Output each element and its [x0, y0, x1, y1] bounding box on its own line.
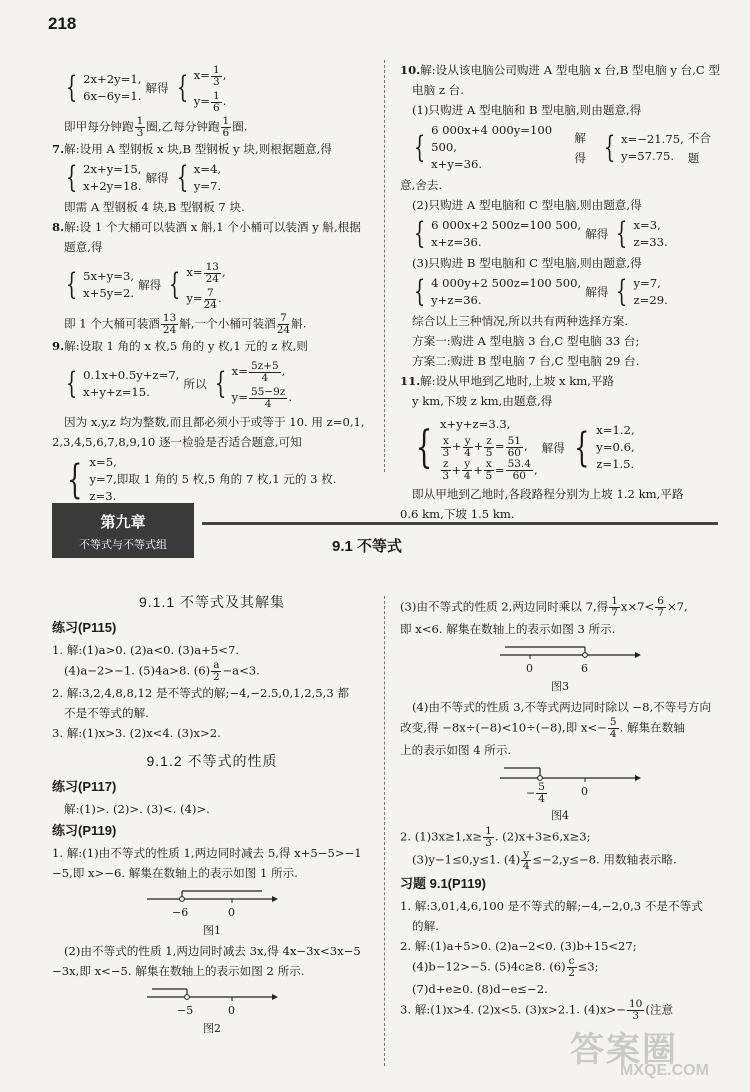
exercise-heading-p119: 练习(P119)	[52, 823, 117, 838]
question-7: 7.解:设用 A 型钢板 x 块,B 型钢板 y 块,则根据题意,得	[52, 142, 332, 156]
answer-7: 即需 A 型钢板 4 块,B 型钢板 7 块.	[64, 200, 245, 214]
page-number: 218	[48, 14, 77, 33]
bottom-right-column: (3)由不等式的性质 2,两边同时乘以 7,得 $\frac{1}{7}$ x×7< $\frac{6}{7}$ ×7, 即 x<6. 解集在数轴上的表示如图 3 所示. 0 6 图3 (4)由不等式的性质 3,不等式两边同时除以 −8,不等号方向 改变,得 −8x÷(−8)<10÷(−8),即 x<− $\frac{5}{4}$ . 解集在数轴 上的表示如图 4 所示. − $\frac{5}{4}$ 0 图4 2. (1)3x≥1,x≥ $\frac{1}{3}$ . (2)x+3≥6,x≥3; (3)y−1≤0,y≤1. (4) $\frac{y}{4}$ ≤−2,y≤−8. 用数轴表示略. 习题 9.1(P119) 1. 解:3,01,4,6,100 是不等式的解;−4,−2,0,3 不是不等式 的解. 2. 解:(1)a+5>0. (2)a−2<0. (3)b+15<27; (4)b−12>−5. (5)4c≥8. (6) $\frac{c}{2}$ ≤3; (7)d+e≥0. (8)d−e≤−2. 3. 解:(1)x>4. (2)x<5. (3)x>2.1. (4)x>− $\frac{10}{3}$ (注意	[400, 596, 720, 1022]
chapter-banner	[52, 503, 718, 558]
banner-rule	[202, 522, 718, 525]
bottom-left-column: 9.1.1 不等式及其解集 练习(P115) 1. 解:(1)a>0. (2)a<0. (3)a+5<7. (4)a−2>−1. (5)4a>8. (6) $\frac{a}{2}$ −a<3. 2. 解:3,2,4,8,8,12 是不等式的解;−4,−2.5,0,1,2,5,3 都 不是不等式的解. 3. 解:(1)x>3. (2)x<4. (3)x>2. 9.1.2 不等式的性质 练习(P117) 解:(1)>. (2)>. (3)<. (4)>. 练习(P119) 1. 解:(1)由不等式的性质 1,两边同时减去 5,得 x+5−5>−1 −5,即 x>−6. 解集在数轴上的表示如图 1 所示. −6 0 图1 (2)由不等式的性质 1,两边同时减去 3x,得 4x−3x<3x−5 −3x,即 x<−5. 解集在数轴上的表示如图 2 所示. −5 0 图2	[52, 590, 372, 1039]
equation-system-7: { 2x+y=15, x+2y=18. 解得 { x=4, y=7.	[65, 160, 222, 195]
site-watermark: 答案圈 MXQE.COM	[570, 1031, 709, 1079]
exercise-heading-p117: 练习(P117)	[52, 779, 117, 794]
equation-system-10b: { 6 000x+2 500z=100 500, x+z=36. 解得 { x=3, z=33.	[413, 216, 668, 251]
question-10: 10.解:设从该电脑公司购进 A 型电脑 x 台,B 型电脑 y 台,C 型	[400, 63, 721, 77]
number-line-figure-2: −5 0	[52, 985, 372, 1019]
column-divider-top	[384, 60, 385, 472]
equation-system-9: { 0.1x+0.5y+z=7, x+y+z=15. 所以 { x= $\frac{5z+5}{4}$ , y= $\frac{55-9z}{4}$ .	[65, 359, 292, 410]
subsection-title-911: 9.1.1 不等式及其解集	[138, 594, 286, 610]
subsection-title-912: 9.1.2 不等式的性质	[146, 753, 278, 769]
top-right-column: 10.解:设从该电脑公司购进 A 型电脑 x 台,B 型电脑 y 台,C 型 电脑 z 台. (1)只购进 A 型电脑和 B 型电脑,则由题意,得 { 6 000x+4 000y=100 500, x+y=36. 解得 { x=−21.75, y=57.75. 不合题 意,舍去. (2)只购进 A 型电脑和 C 型电脑,则由题意,得 { 6 000x+2 500z=100 500, x+z=36. 解得 { x=3, z=33. (3)只购进 B 型电脑和 C 型电脑,则由题意,得 { 4 000y+2 500z=100 500, y+z=36. 解得 { y=7, z=29. 综合以上三种情况,所以共有两种选择方案. 方案一:购进 A 型电脑 3 台,C 型电脑 33 台; 方案二:购进 B 型电脑 7 台,C 型电脑 29 台. 11.解:设从甲地到乙地时,上坡 x km,平路 y km,下坡 z km,由题意,得 { x+y+z=3.3, $\frac{x}{3}$ + $\frac{y}{4}$ + $\frac{z}{5}$ = $\frac{51}{60}$ , $\frac{z}{3}$ + $\frac{y}{4}$ + $\frac{x}{5}$ = $\frac{53.4}{60}$ , 解得 { x=1.2, y=0.6, z=1.5. 即从甲地到乙地时,各段路程分别为上坡 1.2 km,平路 0.6 km,下坡 1.5 km.	[400, 60, 720, 524]
chapter-label: 第九章 不等式与不等式组	[52, 503, 194, 558]
column-divider-bottom	[384, 596, 385, 1066]
equation-system-10a: { 6 000x+4 000y=100 500, x+y=36. 解得 { x=−21.75, y=57.75. 不合题	[413, 123, 711, 171]
exercise-heading-9-1: 习题 9.1(P119)	[400, 876, 486, 891]
number-line-figure-1: −6 0	[52, 887, 372, 921]
equation-system-9b: { x=5, y=7,即取 1 角的 5 枚,5 角的 7 枚,1 元的 3 枚. z=3.	[67, 455, 337, 503]
question-11: 11.解:设从甲地到乙地时,上坡 x km,平路	[400, 374, 615, 388]
answer-8: 即 1 个大桶可装酒 $\frac{13}{24}$ 斛,一个小桶可装酒 $\frac{7}{24}$ 斛.	[64, 312, 307, 336]
number-line-figure-4: − $\frac{5}{4}$ 0	[400, 764, 720, 806]
question-8: 8.解:设 1 个大桶可以装酒 x 斛,1 个小桶可以装酒 y 斛,根据	[52, 220, 361, 234]
equation-system-11: { x+y+z=3.3, $\frac{x}{3}$ + $\frac{y}{4}$ + $\frac{z}{5}$ = $\frac{51}{60}$ , $\frac{z}{3}$ + $\frac{y}{4}$ + $\frac{x}{5}$ = $\frac{53.4}{60}$ , 解得 { x=1.2, y=0.6, z=1.5.	[415, 417, 635, 482]
equation-system-10c: { 4 000y+2 500z=100 500, y+z=36. 解得 { y=7, z=29.	[413, 274, 668, 309]
equation-system-8: { 5x+y=3, x+5y=2. 解得 { x= $\frac{13}{24}$ , y= $\frac{7}{24}$ .	[65, 260, 226, 311]
top-left-column: { 2x+2y=1, 6x−6y=1. 解得 { x= $\frac{1}{3}$ , y= $\frac{1}{6}$ . 即甲每分钟跑 $\frac{1}{3}$ 圈,乙每分钟跑 $\frac{1}{6}$ 圈. 7.解:设用 A 型钢板 x 块,B 型钢板 y 块,则根据题意,得 { 2x+y=15, x+2y=18. 解得 { x=4, y=7. 即需 A 型钢板 4 块,B 型钢板 7 块. 8.解:设 1 个大桶可以装酒 x 斛,1 个小桶可以装酒 y 斛,根据 题意,得 { 5x+y=3, x+5y=2. 解得 { x= $\frac{13}{24}$ , y= $\frac{7}{24}$ . 即 1 个大桶可装酒 $\frac{13}{24}$ 斛,一个小桶可装酒 $\frac{7}{24}$ 斛. 9.解:设取 1 角的 x 枚,5 角的 y 枚,1 元的 z 枚,则 { 0.1x+0.5y+z=7, x+y+z=15. 所以 { x= $\frac{5z+5}{4}$ , y= $\frac{55-9z}{4}$ . 因为 x,y,z 均为整数,而且都必须小于或等于 10. 用 z=0,1, 2,3,4,5,6,7,8,9,10 逐一检验是否适合题意,可知 { x=5, y=7,即取 1 角的 5 枚,5 角的 7 枚,1 元的 3 枚. z=3.	[52, 60, 372, 507]
equation-system-6: { 2x+2y=1, 6x−6y=1. 解得 { x= $\frac{1}{3}$ , y= $\frac{1}{6}$ .	[65, 63, 227, 114]
exercise-heading-p115: 练习(P115)	[52, 620, 117, 635]
number-line-figure-3: 0 6	[400, 643, 720, 677]
answer-6: 即甲每分钟跑 $\frac{1}{3}$ 圈,乙每分钟跑 $\frac{1}{6}$ 圈.	[64, 115, 248, 139]
question-9: 9.解:设取 1 角的 x 枚,5 角的 y 枚,1 元的 z 枚,则	[52, 339, 308, 353]
section-title: 9.1 不等式	[332, 538, 403, 555]
